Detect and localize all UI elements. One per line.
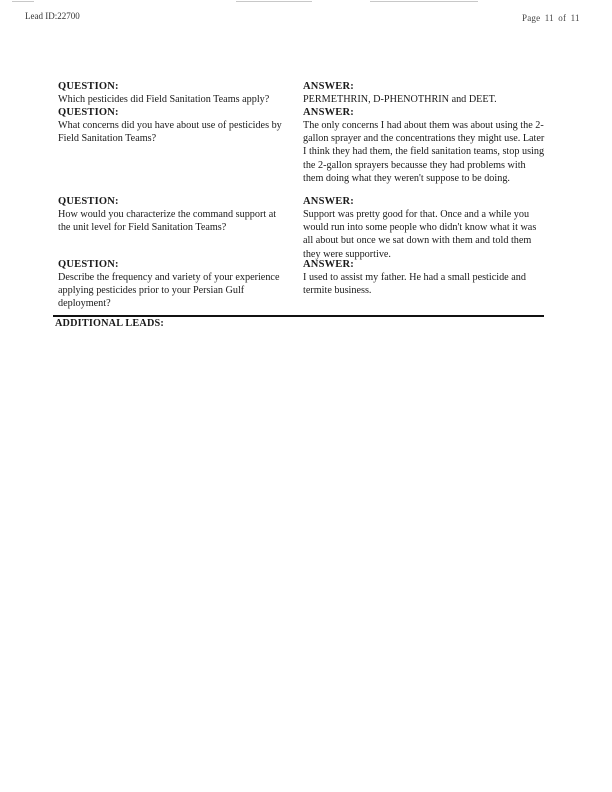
answer-block bbox=[303, 80, 547, 106]
scan-artifact bbox=[12, 1, 34, 2]
question-text: Describe the frequency and variety of your experience applying pesticides prior to your Persian Gulf deployment? bbox=[58, 272, 280, 310]
answer-text: The only concerns I had about them was about using the 2-gallon sprayer and the concentrations they might use. Later I think they had them, the field sanitation teams, stop using the 2-gallon sprayers becausse they had problems with them doing what they weren't suppose to be doing. bbox=[303, 120, 545, 184]
lead-id: Lead ID:22700 bbox=[25, 11, 80, 21]
answer-block bbox=[303, 195, 547, 261]
answer-label: ANSWER: bbox=[303, 81, 354, 92]
answer-text: Support was pretty good for that. Once and a while you would run into some people who didn't know what it was all about but once we sat down with them and told them they were supportive. bbox=[303, 209, 537, 260]
answer-label: ANSWER: bbox=[303, 107, 354, 118]
question-block bbox=[58, 195, 290, 234]
answer-block bbox=[303, 258, 547, 297]
question-block bbox=[58, 106, 290, 145]
question-block bbox=[58, 80, 290, 106]
page-number: Page 11 of 11 bbox=[522, 13, 580, 23]
answer-text: I used to assist my father. He had a small pesticide and termite business. bbox=[303, 272, 526, 297]
question-block bbox=[58, 258, 290, 311]
answer-label: ANSWER: bbox=[303, 259, 354, 270]
scan-artifact bbox=[236, 1, 312, 2]
scan-artifact bbox=[370, 1, 478, 2]
question-text: How would you characterize the command support at the unit level for Field Sanitation Teams? bbox=[58, 209, 277, 234]
answer-block bbox=[303, 106, 547, 185]
question-label: QUESTION: bbox=[58, 196, 119, 207]
answer-label: ANSWER: bbox=[303, 196, 354, 207]
question-label: QUESTION: bbox=[58, 259, 119, 270]
question-text: What concerns did you have about use of pesticides by Field Sanitation Teams? bbox=[58, 120, 282, 145]
additional-leads-heading: ADDITIONAL LEADS: bbox=[55, 318, 164, 329]
question-text: Which pesticides did Field Sanitation Teams apply? bbox=[58, 94, 270, 105]
answer-text: PERMETHRIN, D-PHENOTHRIN and DEET. bbox=[303, 94, 497, 105]
question-label: QUESTION: bbox=[58, 81, 119, 92]
question-label: QUESTION: bbox=[58, 107, 119, 118]
section-divider bbox=[53, 315, 544, 317]
